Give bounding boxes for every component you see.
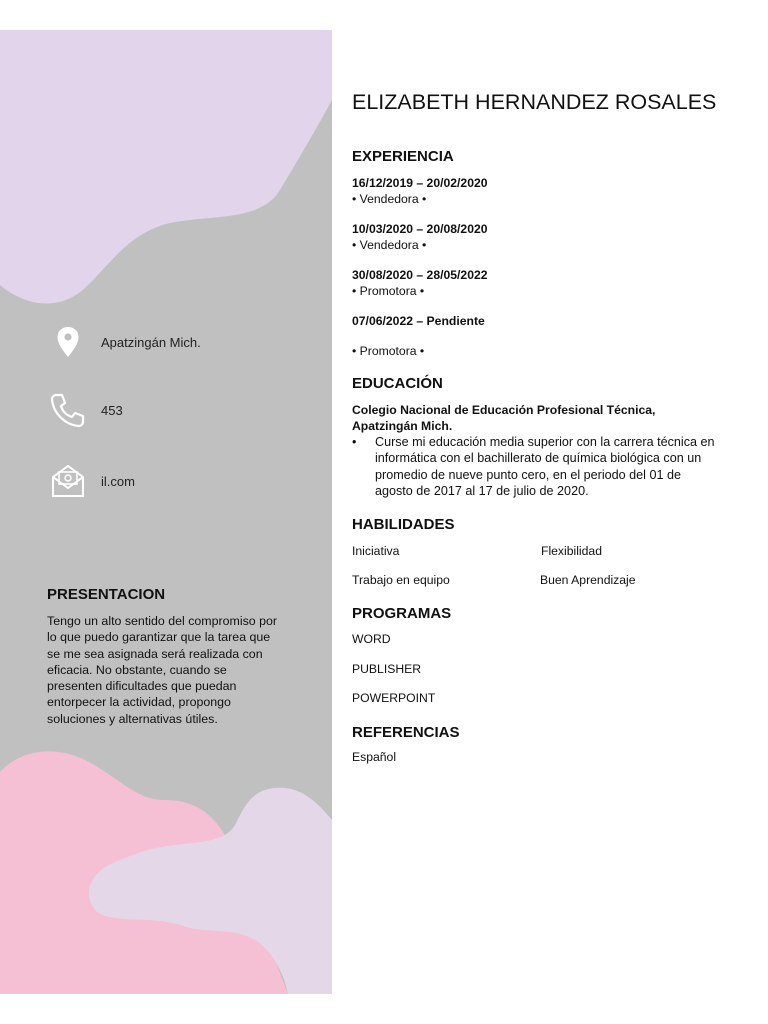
sidebar-decoration xyxy=(0,30,332,994)
referencia-item: Español xyxy=(352,750,397,764)
experiencia-role-4: • Promotora • xyxy=(352,344,425,358)
contact-email xyxy=(48,461,308,501)
contact-location-text: Apatzingán Mich. xyxy=(101,334,201,350)
educacion-school-line1: Colegio Nacional de Educación Profesional Técnica, xyxy=(352,403,656,417)
experiencia-dates-3: 30/08/2020 – 28/05/2022 xyxy=(352,268,488,282)
contact-email-text: il.com xyxy=(101,473,135,489)
programa-item: POWERPOINT xyxy=(352,691,436,705)
experiencia-dates-1: 16/12/2019 – 20/02/2020 xyxy=(352,176,488,190)
educacion-detail-text: Curse mi educación media superior con la carrera técnica en informática con el bachillerato de química biológica con un promedio de nueve punto cero, en el periodo del 01 de agosto de 2017 al 17 de julio de 2020. xyxy=(375,435,715,498)
presentacion-text: Tengo un alto sentido del compromiso por lo que puedo garantizar que la tarea que se me sea asignada será realizada con eficacia. No obstante, cuando se presenten dificultades que puedan entorpecer la actividad, propongo soluciones y alternativas útiles. xyxy=(47,614,278,726)
referencias-title: REFERENCIAS xyxy=(352,724,460,741)
habilidades-title: HABILIDADES xyxy=(352,516,455,533)
experiencia-dates-2: 10/03/2020 – 20/08/2020 xyxy=(352,222,488,236)
programas-title: PROGRAMAS xyxy=(352,605,452,622)
experiencia-title: EXPERIENCIA xyxy=(352,148,454,165)
programa-item: WORD xyxy=(352,632,391,646)
bullet-dot: • xyxy=(352,435,357,449)
contact-phone-text: 453 xyxy=(101,402,123,418)
educacion-school-line2: Apatzingán Mich. xyxy=(352,419,453,433)
contact-location xyxy=(48,322,308,362)
educacion-title: EDUCACIÓN xyxy=(352,375,443,392)
habilidad-item: Buen Aprendizaje xyxy=(540,573,636,587)
habilidad-item: Flexibilidad xyxy=(541,544,602,558)
habilidad-item: Trabajo en equipo xyxy=(352,573,450,587)
presentacion-title: PRESENTACION xyxy=(47,586,166,603)
experiencia-role-1: • Vendedora • xyxy=(352,192,427,206)
habilidad-item: Iniciativa xyxy=(352,544,400,558)
email-icon xyxy=(48,461,88,501)
experiencia-role-3: • Promotora • xyxy=(352,284,425,298)
contact-phone xyxy=(48,390,308,430)
page-title: ELIZABETH HERNANDEZ ROSALES xyxy=(352,90,717,114)
phone-icon xyxy=(48,390,88,430)
experiencia-role-2: • Vendedora • xyxy=(352,238,427,252)
programa-item: PUBLISHER xyxy=(352,662,422,676)
map-pin-icon xyxy=(48,322,88,362)
sidebar xyxy=(0,30,332,994)
experiencia-dates-4: 07/06/2022 – Pendiente xyxy=(352,314,485,328)
